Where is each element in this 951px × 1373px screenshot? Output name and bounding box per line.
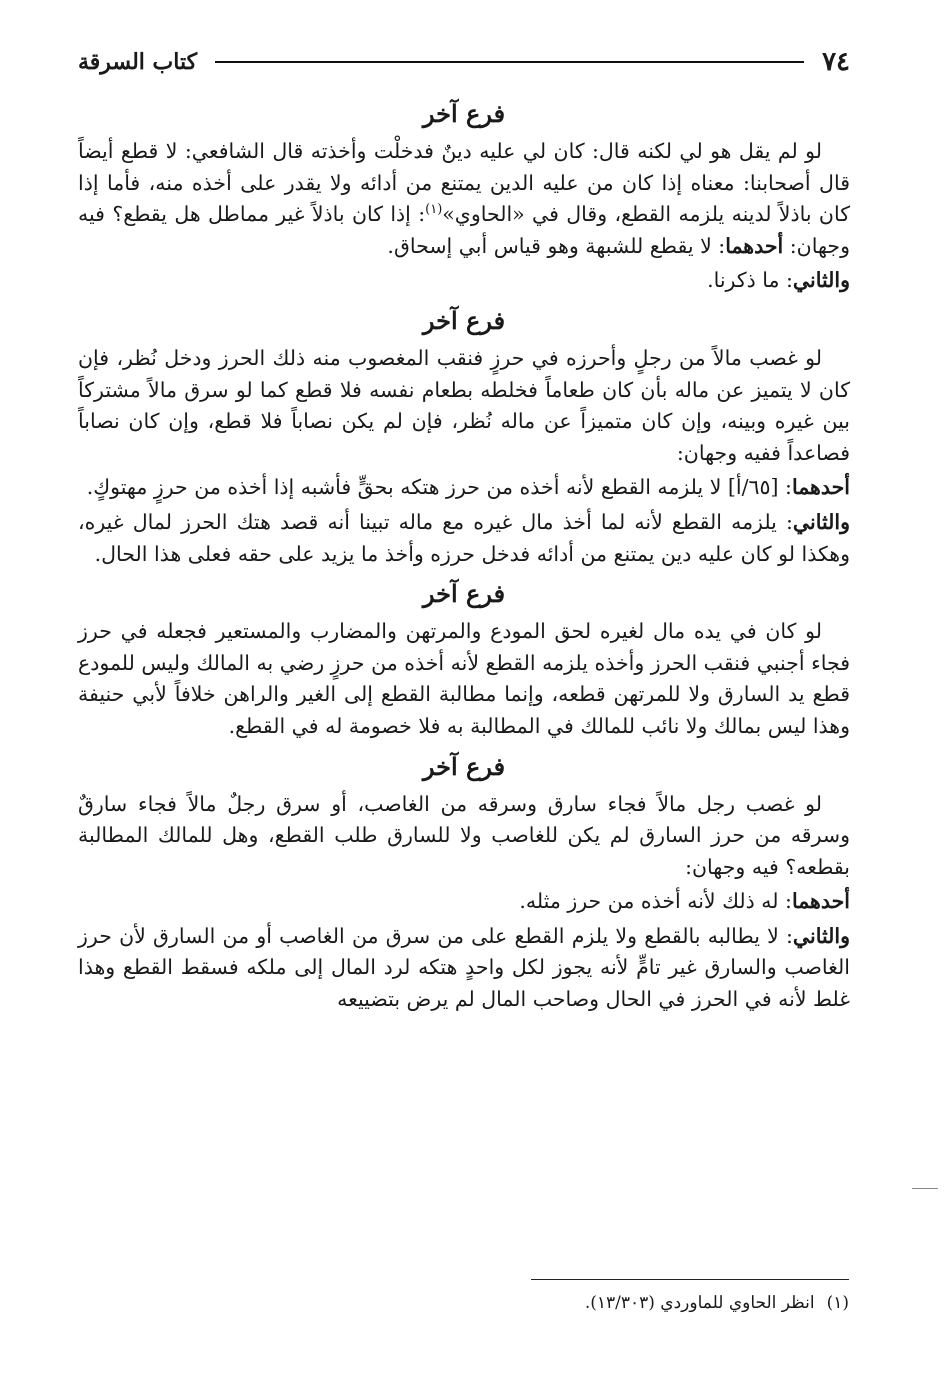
paragraph [78,921,850,1016]
book-title: كتاب السرقة [78,49,198,75]
footnote [89,1290,849,1316]
running-header [78,42,850,82]
paragraph-text: : له ذلك لأنه أخذه من حرز مثله. [519,889,792,914]
paragraph-text: لو لم يقل هو لي لكنه قال: كان لي عليه دينٌ فدخلْت وأخذته قال الشافعي: لا قطع أيضاً قال أصحابنا: معناه إذا كان من عليه الدين يمتنع من أدائه ولا يقدر على أخذه منه، فأما إذا كان باذلاً لدينه يلزمه القطع، وقال في «الحاوي» [78,139,850,227]
paragraph [78,265,850,297]
paragraph-text: لو كان في يده مال لغيره لحق المودع والمرتهن والمضارب والمستعير فجعله في حرز فجاء أجنبي فنقب الحرز وأخذه يلزمه القطع لأنه أخذه من حرزٍ رضي به المالك وليس للمودع قطع يد السارق ولا للمرتهن قطعه، وإنما مطالبة القطع إلى الغير والراهن خلافاً لأبي حنيفة وهذا ليس بمالك ولا نائب للمالك في المطالبة به فلا خصومة له في القطع. [78,619,850,738]
paragraph-text: لو غصب مالاً من رجلٍ وأحرزه في حرزٍ فنقب المغصوب منه ذلك الحرز ودخل نُظر، فإن كان لا يتميز عن ماله بأن كان طعاماً فخلطه بطعام نفسه فلا قطع كما لو سرق مالاً مشتركاً بين غيره وبينه، وإن كان متميزاً عن ماله نُظر، فإن لم يكن نصاباً فلا قطع، وإن كان نصاباً فصاعداً ففيه وجهان: [78,345,850,465]
footnote-marker: (١) [425,202,443,218]
section-heading: فرع آخر [422,751,506,781]
paragraph [78,472,850,504]
section-heading: فرع آخر [422,579,506,609]
header-rule [215,61,804,63]
section-heading: فرع آخر [422,305,506,335]
paragraph-lead: أحدهما [791,475,850,500]
paragraph-text: : لا يطالبه بالقطع ولا يلزم القطع على من سرق من الغاصب أو من السارق لأن حرز الغاصب والسارق غير تامٍّ لأنه يجوز لكل واحدٍ هتكه لرد المال إلى ملكه فسقط القطع وهذا غلط لأنه في الحرز في الحال وصاحب المال لم يرض بتضييعه [78,923,850,1012]
paragraph-lead: أحدهما [725,233,784,258]
paragraph [78,616,850,742]
paragraph-lead: والثاني [792,509,850,534]
main-text [78,90,850,1019]
paragraph-text: لو غصب رجل مالاً فجاء سارق وسرقه من الغاصب، أو سرق رجلٌ مالاً فجاء سارقٌ وسرقه من حرز السارق لم يكن للغاصب ولا للسارق طلب القطع، وهل للمالك المطالبة بقطعه؟ فيه وجهان: [78,791,850,879]
paragraph [78,343,850,469]
paragraph [78,789,850,884]
paragraph-lead: والثاني [792,923,850,948]
paragraph-text: : إذا كان باذلاً غير مماطل هل يقطع؟ فيه وجهان: [78,202,850,258]
paragraph-text: : [٦٥/أ] لا يلزمه القطع لأنه أخذه من حرز هتكه بحقٍّ فأشبه إذا أخذه من حرزٍ مهتوكٍ. [86,475,792,500]
footnote-number: (١) [826,1293,849,1313]
paragraph [78,136,850,262]
paragraph-text: : يلزمه القطع لأنه لما أخذ مال غيره مع ماله تبينا أنه قصد هتك الحرز لمال غيره، وهكذا لو كان عليه دين يمتنع من أدائه فدخل حرزه وأخذ ما يزيد على حقه فعلى هذا الحال. [78,509,850,566]
footnote-separator [531,1279,849,1280]
paragraph [78,507,850,570]
paragraph [78,886,850,918]
page-number: ٧٤ [822,47,850,77]
paragraph-text: : لا يقطع للشبهة وهو قياس أبي إسحاق. [387,233,726,258]
paragraph-lead: والثاني [792,268,850,293]
paragraph-lead: أحدهما [791,889,850,914]
margin-mark [912,1188,938,1189]
paragraph-text: : ما ذكرنا. [707,268,793,293]
section-heading: فرع آخر [422,99,506,128]
footnote-text: انظر الحاوي للماوردي (١٣/٣٠٣). [584,1293,815,1313]
